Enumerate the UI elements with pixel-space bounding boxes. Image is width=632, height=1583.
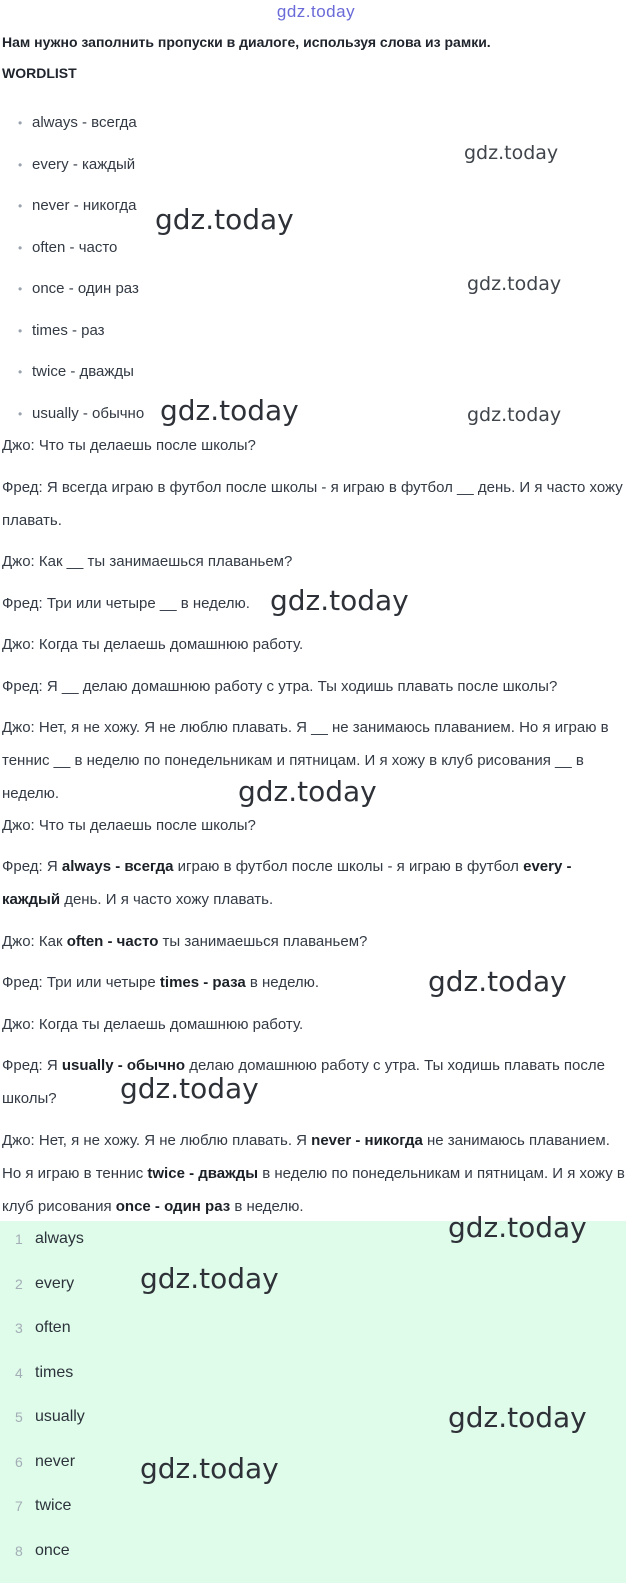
answer-panel: 1 always 2 every 3 often 4 times 5 usually 6 never 7 twice 8 once — [0, 1221, 626, 1583]
bullet-icon: • — [18, 199, 23, 213]
dialogue-gap-line: Джо: Нет, я не хожу. Я не люблю плавать. Я __ не занимаюсь плаванием. Но я играю в теннис __ в неделю по понедельникам и пятницам. И я хожу в клуб рисования __ в неделю. — [2, 719, 609, 802]
list-item: • always - всегда — [18, 114, 137, 131]
answer-highlight: times - раза — [159, 974, 246, 991]
list-item: • never - никогда — [18, 197, 137, 214]
dialogue-gap-line: Джо: Как __ ты занимаешься плаваньем? — [2, 553, 293, 570]
list-item: • often - часто — [18, 238, 118, 256]
list-item: • every - каждый — [18, 155, 136, 173]
watermark: gdz.today — [467, 404, 562, 426]
dialogue-filled-line: Джо: Когда ты делаешь домашнюю работу. — [2, 1016, 304, 1033]
bullet-icon: • — [18, 282, 23, 296]
watermark: gdz.today — [270, 584, 409, 617]
watermark: gdz.today — [120, 1072, 259, 1105]
wordlist-heading: WORDLIST — [2, 65, 77, 81]
dialogue-filled-line: Джо: Что ты делаешь после школы? — [2, 817, 256, 834]
answer-highlight: never - никогда — [311, 1132, 423, 1149]
answer-highlight: twice - дважды — [147, 1165, 259, 1182]
bullet-icon: • — [18, 406, 23, 421]
answer-highlight: always - всегда — [61, 858, 174, 875]
list-item: • twice - дважды — [18, 363, 134, 380]
bullet-icon: • — [18, 116, 23, 130]
dialogue-gap-line: Джо: Что ты делаешь после школы? — [2, 437, 256, 454]
watermark: gdz.today — [464, 142, 559, 164]
bullet-icon: • — [18, 365, 23, 379]
dialogue-filled-line: Фред: Я always - всегда играю в футбол после школы - я играю в футбол every - каждый день. И я часто хожу плавать. — [2, 858, 572, 908]
watermark: gdz.today — [140, 1262, 279, 1295]
watermark: gdz.today — [140, 1452, 279, 1485]
list-item: • times - раз — [18, 321, 105, 339]
list-item: • once - один раз — [18, 280, 139, 297]
watermark: gdz.today — [448, 1211, 587, 1244]
dialogue-filled-line: Джо: Как often - часто ты занимаешься плаваньем? — [2, 933, 368, 950]
list-item: • usually - обычно — [18, 404, 145, 422]
answer-highlight: once - один раз — [115, 1198, 231, 1215]
watermark: gdz.today — [160, 394, 299, 427]
dialogue-gap-line: Фред: Я всегда играю в футбол после школы - я играю в футбол __ день. И я часто хожу плавать. — [2, 479, 623, 529]
watermark: gdz.today — [155, 203, 294, 236]
dialogue-gap-line: Джо: Когда ты делаешь домашнюю работу. — [2, 636, 304, 653]
dialogue-filled-line: Джо: Нет, я не хожу. Я не люблю плавать. Я never - никогда не занимаюсь плаванием. Но я играю в теннис twice - дважды в неделю по понедельникам и пятницам. И я хожу в клуб рисования once - один раз в неделю. — [2, 1132, 625, 1215]
bullet-icon: • — [18, 323, 23, 338]
dialogue-filled-line: Фред: Три или четыре times - раза в неделю. — [2, 974, 320, 991]
bullet-icon: • — [18, 157, 23, 172]
dialogue-gap-line: Фред: Я __ делаю домашнюю работу с утра. Ты ходишь плавать после школы? — [2, 678, 558, 695]
task-instruction: Нам нужно заполнить пропуски в диалоге, используя слова из рамки. — [2, 34, 491, 50]
site-logo[interactable]: gdz.today — [276, 2, 356, 21]
watermark: gdz.today — [428, 965, 567, 998]
watermark: gdz.today — [238, 775, 377, 808]
wordlist — [18, 113, 144, 445]
answer-highlight: every - каждый — [2, 858, 572, 908]
answer-highlight: often - часто — [66, 933, 159, 950]
dialogue-filled-line: Фред: Я usually - обычно делаю домашнюю работу с утра. Ты ходишь плавать после школы? — [2, 1057, 605, 1107]
dialogue-gap-line: Фред: Три или четыре __ в неделю. — [2, 595, 250, 612]
watermark: gdz.today — [467, 273, 562, 295]
bullet-icon: • — [18, 240, 23, 255]
answer-highlight: usually - обычно — [61, 1057, 186, 1074]
watermark: gdz.today — [448, 1401, 587, 1434]
